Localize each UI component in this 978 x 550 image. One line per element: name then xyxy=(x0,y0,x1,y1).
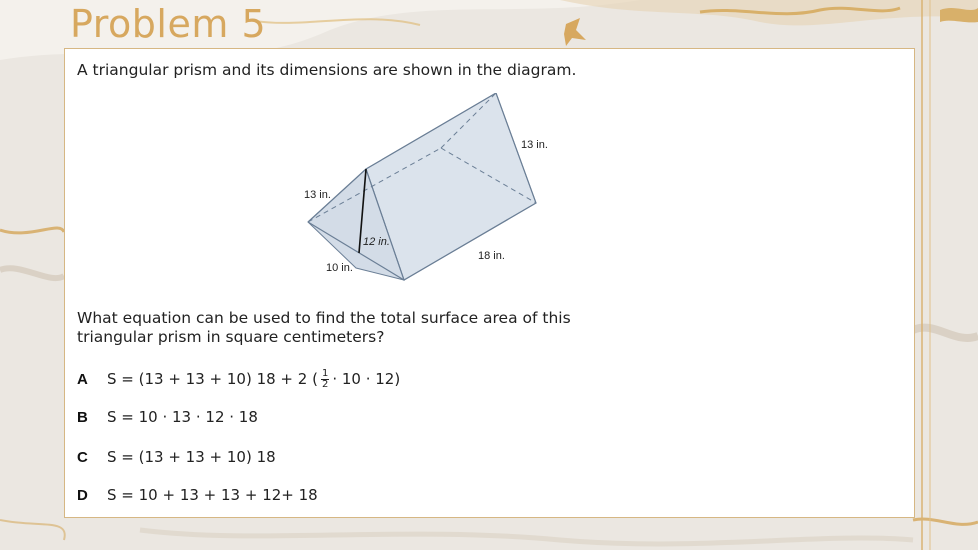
choice-letter: D xyxy=(77,486,88,504)
choice-d[interactable] xyxy=(77,484,318,506)
slide-title: Problem 5 xyxy=(70,2,267,46)
label-length: 18 in. xyxy=(478,250,505,262)
choice-text: S = (13 + 13 + 10) 18 + 2 ( $\frac{1}{2}$ · 10 · 12) xyxy=(107,367,401,390)
fraction-one-half: $\frac{1}{2}$ xyxy=(321,367,329,390)
choice-letter: B xyxy=(77,408,88,426)
problem-intro: A triangular prism and its dimensions are shown in the diagram. xyxy=(77,61,577,79)
choice-text: S = 10 · 13 · 12 · 18 xyxy=(107,408,258,426)
triangular-prism-diagram xyxy=(296,93,576,303)
label-side-right: 13 in. xyxy=(521,139,548,151)
choice-text: S = (13 + 13 + 10) 18 xyxy=(107,448,276,466)
choice-a[interactable] xyxy=(77,368,400,390)
choice-c[interactable] xyxy=(77,446,276,468)
label-side-left: 13 in. xyxy=(304,189,331,201)
label-base: 10 in. xyxy=(326,262,353,274)
question-line-1: What equation can be used to find the total surface area of this xyxy=(77,309,571,327)
choice-text: S = 10 + 13 + 13 + 12+ 18 xyxy=(107,486,318,504)
question-line-2: triangular prism in square centimeters? xyxy=(77,328,385,346)
choice-b[interactable] xyxy=(77,406,258,428)
label-height: 12 in. xyxy=(363,236,390,248)
problem-card xyxy=(64,48,915,518)
choice-letter: C xyxy=(77,448,88,466)
choice-letter: A xyxy=(77,370,88,388)
